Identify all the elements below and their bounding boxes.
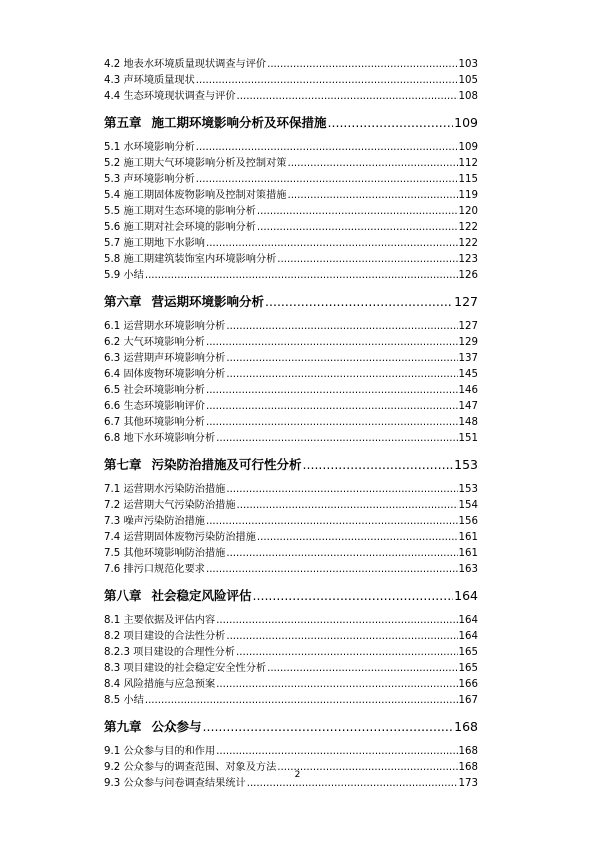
toc-leader-dots [277,252,457,268]
toc-leader-dots [265,287,453,317]
toc-page-number: 112 [458,158,478,169]
toc-entry-title: 5.1 水环境影响分析 [104,142,195,153]
toc-page-number: 151 [458,433,478,444]
toc-entry-title: 6.7 其他环境影响分析 [104,417,205,428]
toc-page-number: 105 [458,75,478,86]
toc-entry-title: 6.8 地下水环境影响分析 [104,433,216,444]
toc-entry-title: 5.2 施工期大气环境影响分析及控制对策 [104,158,287,169]
toc-page-number: 168 [458,762,478,773]
toc-entry-title: 5.9 小结 [104,270,144,281]
toc-entry-row[interactable] [104,514,478,530]
toc-entry-title: 6.5 社会环境影响分析 [104,385,205,396]
toc-entry-row[interactable] [104,156,478,172]
toc-leader-dots [267,661,457,677]
toc-page-number: 153 [458,484,478,495]
toc-page-number: 164 [458,615,478,626]
toc-entry-row[interactable] [104,252,478,268]
toc-page-number: 108 [458,91,478,102]
toc-page-number: 166 [458,679,478,690]
toc-entry-title: 9.3 公众参与问卷调查结果统计 [104,778,246,789]
toc-leader-dots [226,629,457,645]
toc-chapter-title [104,581,252,611]
toc-entry-row[interactable] [104,268,478,284]
toc-page-number: 126 [458,270,478,281]
toc-chapter-name: 营运期环境影响分析 [151,294,265,309]
toc-chapter-row[interactable] [104,108,478,138]
toc-entry-row[interactable] [104,661,478,677]
toc-chapter-name: 社会稳定风险评估 [151,588,252,603]
toc-entry-title: 7.4 运营期固体废物污染防治措施 [104,532,256,543]
toc-leader-dots [206,514,458,530]
toc-leader-dots [287,156,457,172]
toc-entry-row[interactable] [104,415,478,431]
toc-entry-row[interactable] [104,399,478,415]
toc-entry-row[interactable] [104,693,478,709]
toc-entry-row[interactable] [104,562,478,578]
toc-leader-dots [226,319,457,335]
toc-entry-row[interactable] [104,431,478,447]
toc-entry-row[interactable] [104,530,478,546]
toc-page-number: 115 [458,174,478,185]
toc-page-number: 122 [458,238,478,249]
toc-chapter-number: 第五章 [104,115,142,130]
toc-leader-dots [206,562,458,578]
toc-entry-title: 8.5 小结 [104,695,144,706]
toc-entry-title: 5.4 施工期固体废物影响及控制对策措施 [104,190,287,201]
toc-leader-dots [226,351,457,367]
toc-entry-title: 8.2 项目建设的合法性分析 [104,631,226,642]
toc-entry-title: 6.6 生态环境影响评价 [104,401,205,412]
toc-entry-row[interactable] [104,89,478,105]
toc-entry-row[interactable] [104,236,478,252]
toc-page-number: 145 [458,369,478,380]
toc-entry-row[interactable] [104,367,478,383]
toc-entry-row[interactable] [104,677,478,693]
toc-chapter-number: 第六章 [104,294,142,309]
toc-chapter-title [104,287,264,317]
toc-page-number: 148 [458,417,478,428]
toc-leader-dots [226,546,457,562]
toc-page-number: 173 [458,778,478,789]
toc-page-number: 156 [458,516,478,527]
toc-page-number: 164 [454,588,478,603]
toc-page-number: 109 [458,142,478,153]
toc-chapter-row[interactable] [104,581,478,611]
toc-page-number: 147 [458,401,478,412]
toc-entry-title: 7.1 运营期水污染防治措施 [104,484,226,495]
toc-entry-title: 8.3 项目建设的社会稳定安全性分析 [104,663,267,674]
toc-page-number: 161 [458,548,478,559]
toc-entry-title: 5.3 声环境影响分析 [104,174,195,185]
toc-entry-row[interactable] [104,482,478,498]
toc-entry-title: 5.7 施工期地下水影响 [104,238,205,249]
toc-leader-dots [196,172,458,188]
toc-entry-title: 8.1 主要依据及评估内容 [104,615,216,626]
toc-entry-title: 4.4 生态环境现状调查与评价 [104,91,236,102]
toc-entry-row[interactable] [104,645,478,661]
toc-page-number: 167 [458,695,478,706]
toc-leader-dots [206,236,458,252]
toc-page-number: 163 [458,564,478,575]
toc-leader-dots [216,431,457,447]
toc-entry-row[interactable] [104,172,478,188]
toc-entry-title: 7.2 运营期大气污染防治措施 [104,500,236,511]
toc-page-number: 165 [458,663,478,674]
toc-entry-title: 9.2 公众参与的调查范围、对象及方法 [104,762,277,773]
toc-entry-title: 9.1 公众参与目的和作用 [104,746,216,757]
table-of-contents [104,57,478,792]
toc-entry-row[interactable] [104,546,478,562]
toc-entry-row[interactable] [104,73,478,89]
toc-entry-row[interactable] [104,188,478,204]
toc-entry-title: 6.1 运营期水环境影响分析 [104,321,226,332]
toc-leader-dots [216,613,457,629]
toc-entry-title: 7.6 排污口规范化要求 [104,564,205,575]
toc-chapter-row[interactable] [104,287,478,317]
toc-entry-row[interactable] [104,57,478,73]
toc-page-number: 154 [458,500,478,511]
toc-page-number: 122 [458,222,478,233]
toc-entry-row[interactable] [104,319,478,335]
toc-page-number: 164 [458,631,478,642]
toc-entry-row[interactable] [104,498,478,514]
toc-entry-row[interactable] [104,613,478,629]
toc-entry-row[interactable] [104,629,478,645]
toc-page-number: 119 [458,190,478,201]
toc-leader-dots [206,399,458,415]
toc-page-number: 137 [458,353,478,364]
toc-leader-dots [216,677,457,693]
toc-chapter-name: 施工期环境影响分析及环保措施 [151,115,327,130]
toc-chapter-row[interactable] [104,450,478,480]
toc-leader-dots [257,220,458,236]
toc-entry-row[interactable] [104,204,478,220]
toc-page-number: 168 [454,719,478,734]
toc-chapter-row[interactable] [104,712,478,742]
toc-page-number: 127 [454,294,478,309]
toc-leader-dots [203,712,454,742]
toc-leader-dots [237,89,458,105]
toc-leader-dots [328,108,454,138]
toc-entry-title: 4.2 地表水环境质量现状调查与评价 [104,59,267,70]
toc-page-number: 146 [458,385,478,396]
toc-leader-dots [226,367,457,383]
toc-leader-dots [237,498,458,514]
toc-entry-row[interactable] [104,335,478,351]
toc-page-number: 123 [458,254,478,265]
toc-leader-dots [287,188,457,204]
toc-chapter-title [104,108,327,138]
toc-chapter-number: 第七章 [104,457,142,472]
toc-leader-dots [196,140,458,156]
toc-chapter-title [104,450,302,480]
toc-page-number: 127 [458,321,478,332]
toc-leader-dots [236,645,458,661]
toc-leader-dots [206,383,458,399]
toc-leader-dots [226,482,457,498]
toc-entry-title: 5.5 施工期对生态环境的影响分析 [104,206,256,217]
toc-leader-dots [257,204,458,220]
toc-leader-dots [303,450,454,480]
toc-leader-dots [145,693,458,709]
toc-entry-title: 6.3 运营期声环境影响分析 [104,353,226,364]
toc-entry-row[interactable] [104,383,478,399]
toc-chapter-number: 第八章 [104,588,142,603]
toc-leader-dots [253,581,454,611]
toc-chapter-number: 第九章 [104,719,142,734]
toc-chapter-name: 污染防治措施及可行性分析 [151,457,302,472]
toc-entry-title: 8.4 风险措施与应急预案 [104,679,216,690]
toc-entry-row[interactable] [104,140,478,156]
toc-entry-title: 5.8 施工期建筑装饰室内环境影响分析 [104,254,277,265]
toc-page-number: 165 [458,647,478,658]
toc-page-number: 153 [454,457,478,472]
toc-page-number: 109 [454,115,478,130]
toc-entry-row[interactable] [104,220,478,236]
toc-entry-title: 8.2.3 项目建设的合理性分析 [104,647,236,658]
toc-entry-title: 6.4 固体废物环境影响分析 [104,369,226,380]
toc-entry-row[interactable] [104,351,478,367]
toc-page-number: 168 [458,746,478,757]
toc-entry-title: 7.5 其他环境影响防治措施 [104,548,226,559]
toc-chapter-name: 公众参与 [151,719,202,734]
toc-page-number: 129 [458,337,478,348]
toc-leader-dots [206,335,458,351]
toc-entry-title: 5.6 施工期对社会环境的影响分析 [104,222,256,233]
toc-leader-dots [145,268,458,284]
toc-entry-title: 4.3 声环境质量现状 [104,75,195,86]
toc-entry-title: 6.2 大气环境影响分析 [104,337,205,348]
toc-chapter-title [104,712,202,742]
toc-page-number: 120 [458,206,478,217]
toc-page-number: 161 [458,532,478,543]
toc-page-number: 103 [458,59,478,70]
toc-entry-title: 7.3 噪声污染防治措施 [104,516,205,527]
toc-leader-dots [206,415,458,431]
toc-entry-row[interactable] [104,744,478,760]
toc-leader-dots [196,73,458,89]
toc-leader-dots [216,744,457,760]
page-number: 2 [294,770,301,780]
toc-leader-dots [257,530,458,546]
toc-leader-dots [267,57,457,73]
